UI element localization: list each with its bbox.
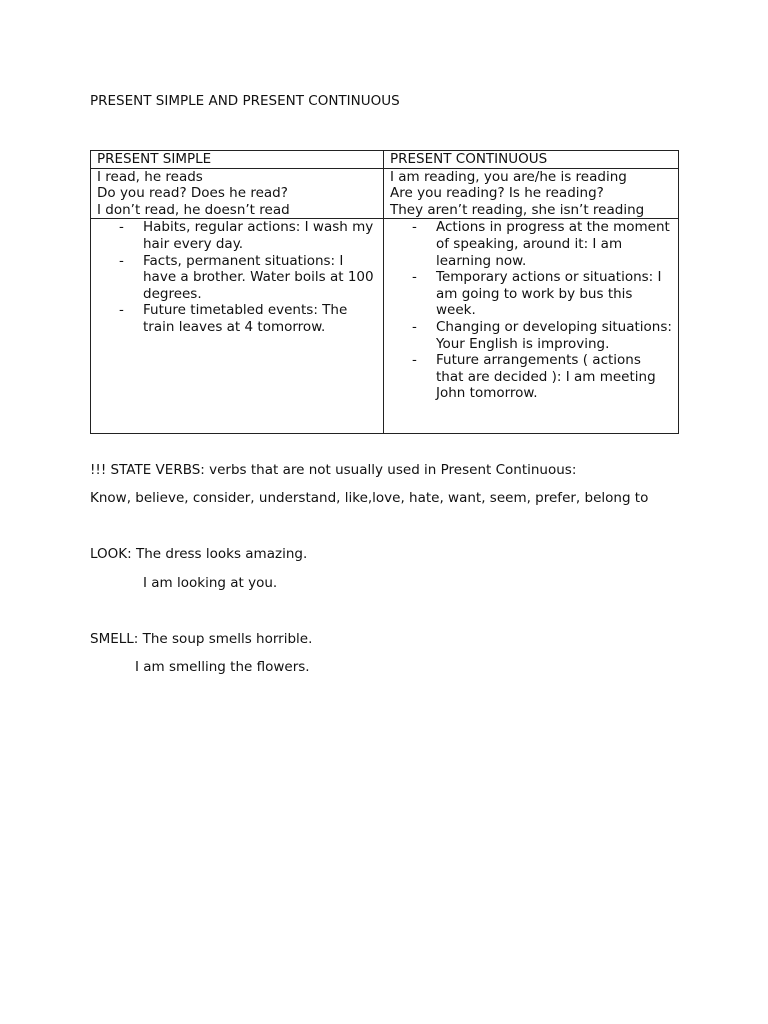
bullet-dash: - [412,318,417,335]
list-item [117,302,377,335]
table-row-uses [91,219,679,434]
bullet-dash: - [412,269,417,286]
look-label: LOOK: The dress looks amazing. [90,546,308,562]
use-text: Changing or developing situations: [436,318,672,335]
look-example: I am looking at you. [143,575,278,591]
state-verbs-heading: !!! STATE VERBS: verbs that are not usually used in Present Continuous: [90,462,577,478]
header-present-continuous: PRESENT CONTINUOUS [384,151,679,169]
simple-uses-cell [91,219,384,434]
tenses-table [90,150,679,434]
use-example: Your English is improving. [436,335,610,352]
simple-example-affirmative: I read, he reads [97,168,203,185]
list-item [410,319,672,352]
list-item [410,269,672,319]
continuous-uses-cell [384,219,679,434]
use-text: Habits, regular actions: I wash my hair every day. [143,219,374,252]
simple-uses-list [97,219,377,335]
simple-examples-cell [91,168,384,219]
use-text: Future arrangements ( actions that are decided ): I am meeting John tomorrow. [436,352,656,402]
simple-example-negative: I don’t read, he doesn’t read [97,201,290,218]
page-title: PRESENT SIMPLE AND PRESENT CONTINUOUS [90,93,400,109]
use-text: Temporary actions or situations: I am going to work by bus this week. [436,269,662,319]
smell-example: I am smelling the flowers. [135,659,310,675]
continuous-example-affirmative: I am reading, you are/he is reading [390,168,627,185]
smell-label: SMELL: The soup smells horrible. [90,631,313,647]
header-present-simple: PRESENT SIMPLE [91,151,384,169]
bullet-dash: - [412,352,417,369]
continuous-uses-list [390,219,672,402]
continuous-example-negative: They aren’t reading, she isn’t reading [390,201,645,218]
state-verbs-list: Know, believe, consider, understand, like,love, hate, want, seem, prefer, belong to [90,490,649,506]
bullet-dash: - [412,219,417,236]
use-text: Actions in progress at the moment of speaking, around it: I am learning now. [436,219,670,269]
bullet-dash: - [119,252,124,269]
list-item [117,253,377,303]
list-item [410,352,672,402]
list-item [410,219,672,269]
use-text: Facts, permanent situations: I have a brother. Water boils at 100 degrees. [143,252,374,302]
bullet-dash: - [119,302,124,319]
table-header-row [91,151,679,169]
bullet-dash: - [119,219,124,236]
list-item [117,219,377,252]
simple-example-question: Do you read? Does he read? [97,185,288,202]
table-row-examples [91,168,679,219]
continuous-example-question: Are you reading? Is he reading? [390,185,604,202]
continuous-examples-cell [384,168,679,219]
use-text: Future timetabled events: The train leaves at 4 tomorrow. [143,302,348,335]
